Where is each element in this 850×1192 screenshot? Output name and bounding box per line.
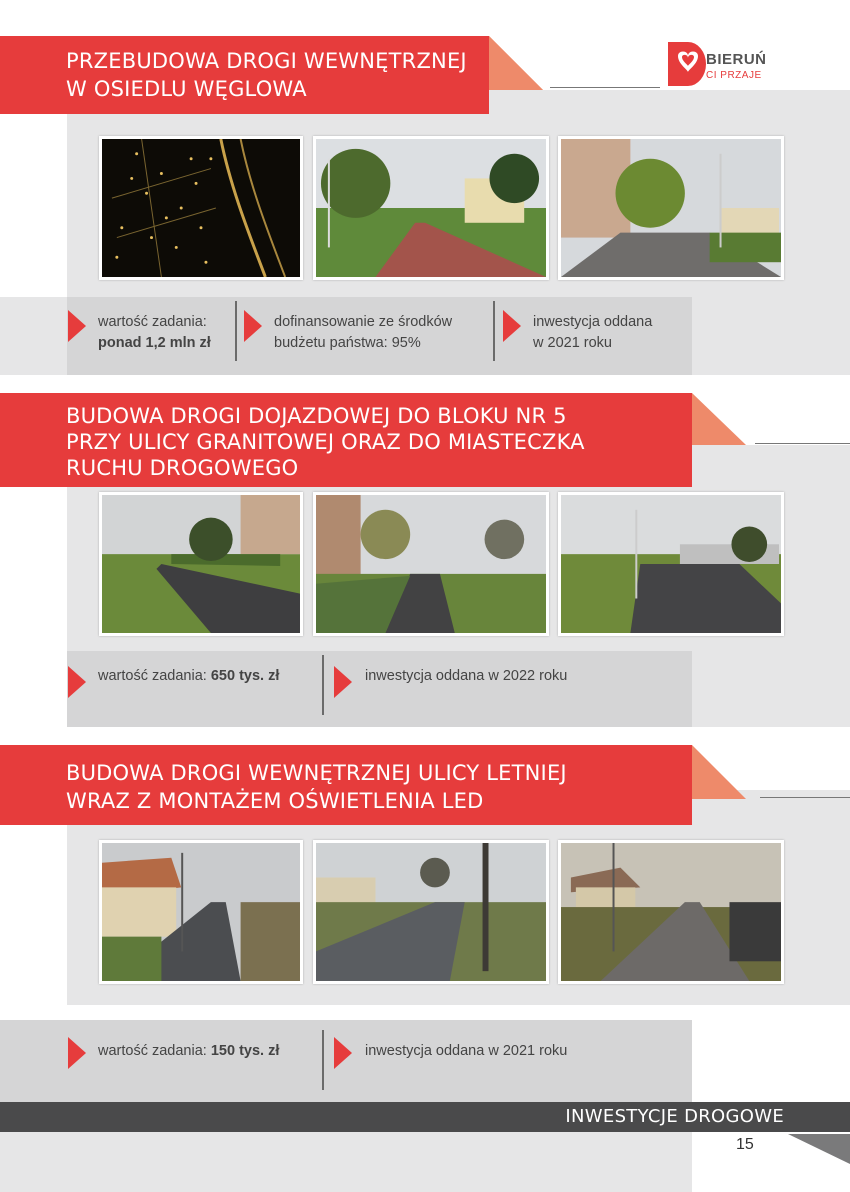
section-2-info-completed xyxy=(365,666,567,687)
section-1-separator-2 xyxy=(493,301,495,361)
section-1-value-amount: ponad 1,2 mln zł xyxy=(98,335,211,351)
footer-bar xyxy=(0,1102,850,1132)
section-3-bullet-1-icon xyxy=(68,1037,86,1069)
section-2-value-amount: 650 tys. zł xyxy=(210,668,280,684)
page-number: 15 xyxy=(736,1136,754,1153)
section-3-value-label: wartość zadania: xyxy=(98,1043,207,1059)
photo-road-curve-2 xyxy=(558,492,784,636)
section-1-value-label: wartość zadania: xyxy=(98,314,207,330)
section-1-completed-line-2: w 2021 roku xyxy=(533,335,612,351)
section-1-deco-triangle xyxy=(489,36,543,90)
section-1-completed-line-1: inwestycja oddana xyxy=(533,314,653,330)
footer-deco-triangle xyxy=(788,1134,850,1164)
section-2-title-banner xyxy=(0,393,692,487)
section-1-bullet-1-icon xyxy=(68,310,86,342)
photo-night-aerial xyxy=(99,136,303,280)
section-1-bullet-3-icon xyxy=(503,310,521,342)
brand-tagline: CI PRZAJE xyxy=(706,70,762,81)
photo-paved-path xyxy=(313,136,549,280)
section-3-rule xyxy=(760,797,850,798)
section-1-title-line-1: PRZEBUDOWA DROGI WEWNĘTRZNEJ xyxy=(66,49,467,73)
section-1-title-line-2: W OSIEDLU WĘGLOWA xyxy=(66,77,307,101)
section-2-completed-label: inwestycja oddana w 2022 roku xyxy=(365,668,568,684)
section-2-info-value xyxy=(98,666,279,687)
section-3-deco-triangle xyxy=(692,745,746,799)
section-3-separator-1 xyxy=(322,1030,324,1090)
section-1-title-banner xyxy=(0,36,489,114)
section-2-separator-1 xyxy=(322,655,324,715)
section-1-funding-line-2: budżetu państwa: 95% xyxy=(274,335,421,351)
section-1-info-white xyxy=(0,297,67,375)
section-2-bullet-2-icon xyxy=(334,666,352,698)
photo-parking-street xyxy=(558,136,784,280)
section-1-info-value xyxy=(98,312,211,354)
section-2-rule xyxy=(755,443,850,444)
section-2-title-line-1: BUDOWA DROGI DOJAZDOWEJ DO BLOKU NR 5 xyxy=(66,404,567,428)
photo-road-curve-1 xyxy=(99,492,303,636)
section-1-funding-line-1: dofinansowanie ze środków xyxy=(274,314,453,330)
section-1-info-completed xyxy=(533,312,652,354)
bierun-logo-icon xyxy=(668,42,706,86)
section-1-bullet-2-icon xyxy=(244,310,262,342)
photo-road-straight xyxy=(313,492,549,636)
section-3-title-banner xyxy=(0,745,692,825)
section-3-info-value xyxy=(98,1041,279,1062)
section-2-title-line-3: RUCHU DROGOWEGO xyxy=(66,456,299,480)
section-3-bullet-2-icon xyxy=(334,1037,352,1069)
bottom-left-panel xyxy=(0,1130,692,1192)
footer-section-name: INWESTYCJE DROGOWE xyxy=(565,1106,784,1127)
section-2-deco-triangle xyxy=(692,393,746,445)
photo-wet-road-houses xyxy=(99,840,303,984)
section-3-completed-label: inwestycja oddana w 2021 roku xyxy=(365,1043,568,1059)
brand-logo xyxy=(668,42,798,88)
photo-road-fence xyxy=(558,840,784,984)
section-2-bullet-1-icon xyxy=(68,666,86,698)
brand-name: BIERUŃ xyxy=(706,51,767,68)
section-3-title-line-2: WRAZ Z MONTAŻEM OŚWIETLENIA LED xyxy=(66,789,484,813)
section-1-info-funding xyxy=(274,312,452,354)
section-3-title-line-1: BUDOWA DROGI WEWNĘTRZNEJ ULICY LETNIEJ xyxy=(66,761,567,785)
section-2-title-line-2: PRZY ULICY GRANITOWEJ ORAZ DO MIASTECZKA xyxy=(66,430,585,454)
section-3-value-amount: 150 tys. zł xyxy=(210,1043,280,1059)
section-3-info-completed xyxy=(365,1041,567,1062)
section-1-rule xyxy=(550,87,660,88)
section-1-separator-1 xyxy=(235,301,237,361)
section-2-info-bar xyxy=(67,651,692,727)
section-2-value-label: wartość zadania: xyxy=(98,668,207,684)
photo-wet-road-pole xyxy=(313,840,549,984)
